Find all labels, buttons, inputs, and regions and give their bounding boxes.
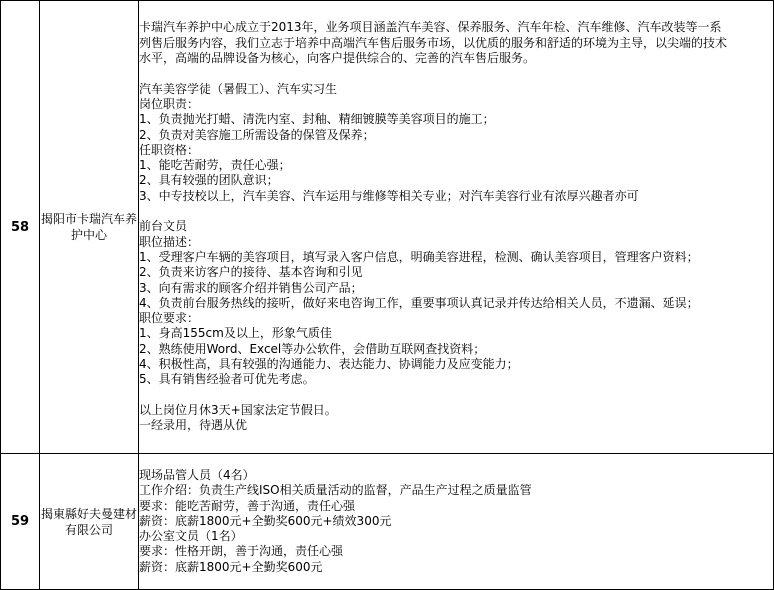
detail-line: 4、负责前台服务热线的接听，做好来电咨询工作，重要事项认真记录并传达给相关人员，不遗漏、延误； [139,295,699,310]
detail-line: 办公室文员（1名） [139,529,243,544]
detail-line: 1、负责抛光打蜡、清洗内室、封釉、精细镀膜等美容项目的施工； [139,112,495,127]
row-number: 58 [1,1,40,454]
detail-line: 要求：性格开朗，善于沟通，责任心强 [139,544,344,559]
detail-line: 薪资：底薪1800元+全勤奖600元 [139,559,323,574]
detail-line: 前台文员 [139,219,188,234]
table-row [1,454,774,590]
table-row [1,1,774,454]
detail-line: 现场品管人员（4名） [139,467,255,482]
detail-line: 4、积极性高，具有较强的沟通能力、表达能力、协调能力及应变能力； [139,357,519,372]
detail-line: 2、负责对美容施工所需设备的保管及保养； [139,127,375,142]
detail-line: 3、向有需求的顾客介绍并销售公司产品； [139,280,363,295]
detail-line: 职位描述： [139,234,200,249]
detail-line: 2、负责来访客户的接待、基本咨询和引见 [139,265,363,280]
detail-line: 水平，高端的品牌设备为核心，向客户提供综合的、完善的汽车售后服务。 [139,51,536,66]
detail-line: 岗位职责： [139,96,200,111]
job-details [139,454,774,590]
detail-line: 要求：能吃苦耐劳，善于沟通，责任心强 [139,498,356,513]
detail-line [139,66,773,81]
detail-line: 列售后服务内容，我们立志于培养中高端汽车售后服务市场，以优质的服务和舒适的环境为主导，以尖端的技术 [139,35,728,50]
detail-line: 职位要求： [139,311,200,326]
detail-line: 任职资格： [139,142,200,157]
detail-line: 5、具有销售经验者可优先考虑。 [139,372,315,387]
company-name: 揭東縣好夫曼建材有限公司 [40,454,139,590]
detail-line: 1、能吃苦耐劳，责任心强； [139,158,291,173]
detail-line: 汽车美容学徒（暑假工）、汽车实习生 [139,81,338,96]
detail-line: 1、身高155cm及以上，形象气质佳 [139,326,332,341]
detail-line: 一经录用，待遇从优 [139,418,248,433]
detail-line: 1、受理客户车辆的美容项目，填写录入客户信息，明确美容进程，检测、确认美容项目，管理客户资料； [139,249,699,264]
detail-line: 薪资：底薪1800元+全勤奖600元+绩效300元 [139,513,392,528]
detail-line [139,204,773,219]
row-number: 59 [1,454,40,590]
detail-line: 3、中专技校以上，汽车美容、汽车运用与维修等相关专业；对汽车美容行业有浓厚兴趣者亦可 [139,188,639,203]
job-details [139,1,774,454]
detail-line: 2、具有较强的团队意识； [139,173,279,188]
detail-line: 2、熟练使用Word、Excel等办公软件，会借助互联网查找资料； [139,341,486,356]
detail-line [139,388,773,403]
detail-line: 以上岗位月休3天+国家法定节假日。 [139,402,337,417]
detail-line: 工作介绍：负责生产线ISO相关质量活动的监督，产品生产过程之质量监管 [139,483,532,498]
company-name: 揭阳市卡瑞汽车养护中心 [40,1,139,454]
detail-line: 卡瑞汽车养护中心成立于2013年，业务项目涵盖汽车美容、保养服务、汽车年检、汽车维修、汽车改装等一系 [139,20,722,35]
